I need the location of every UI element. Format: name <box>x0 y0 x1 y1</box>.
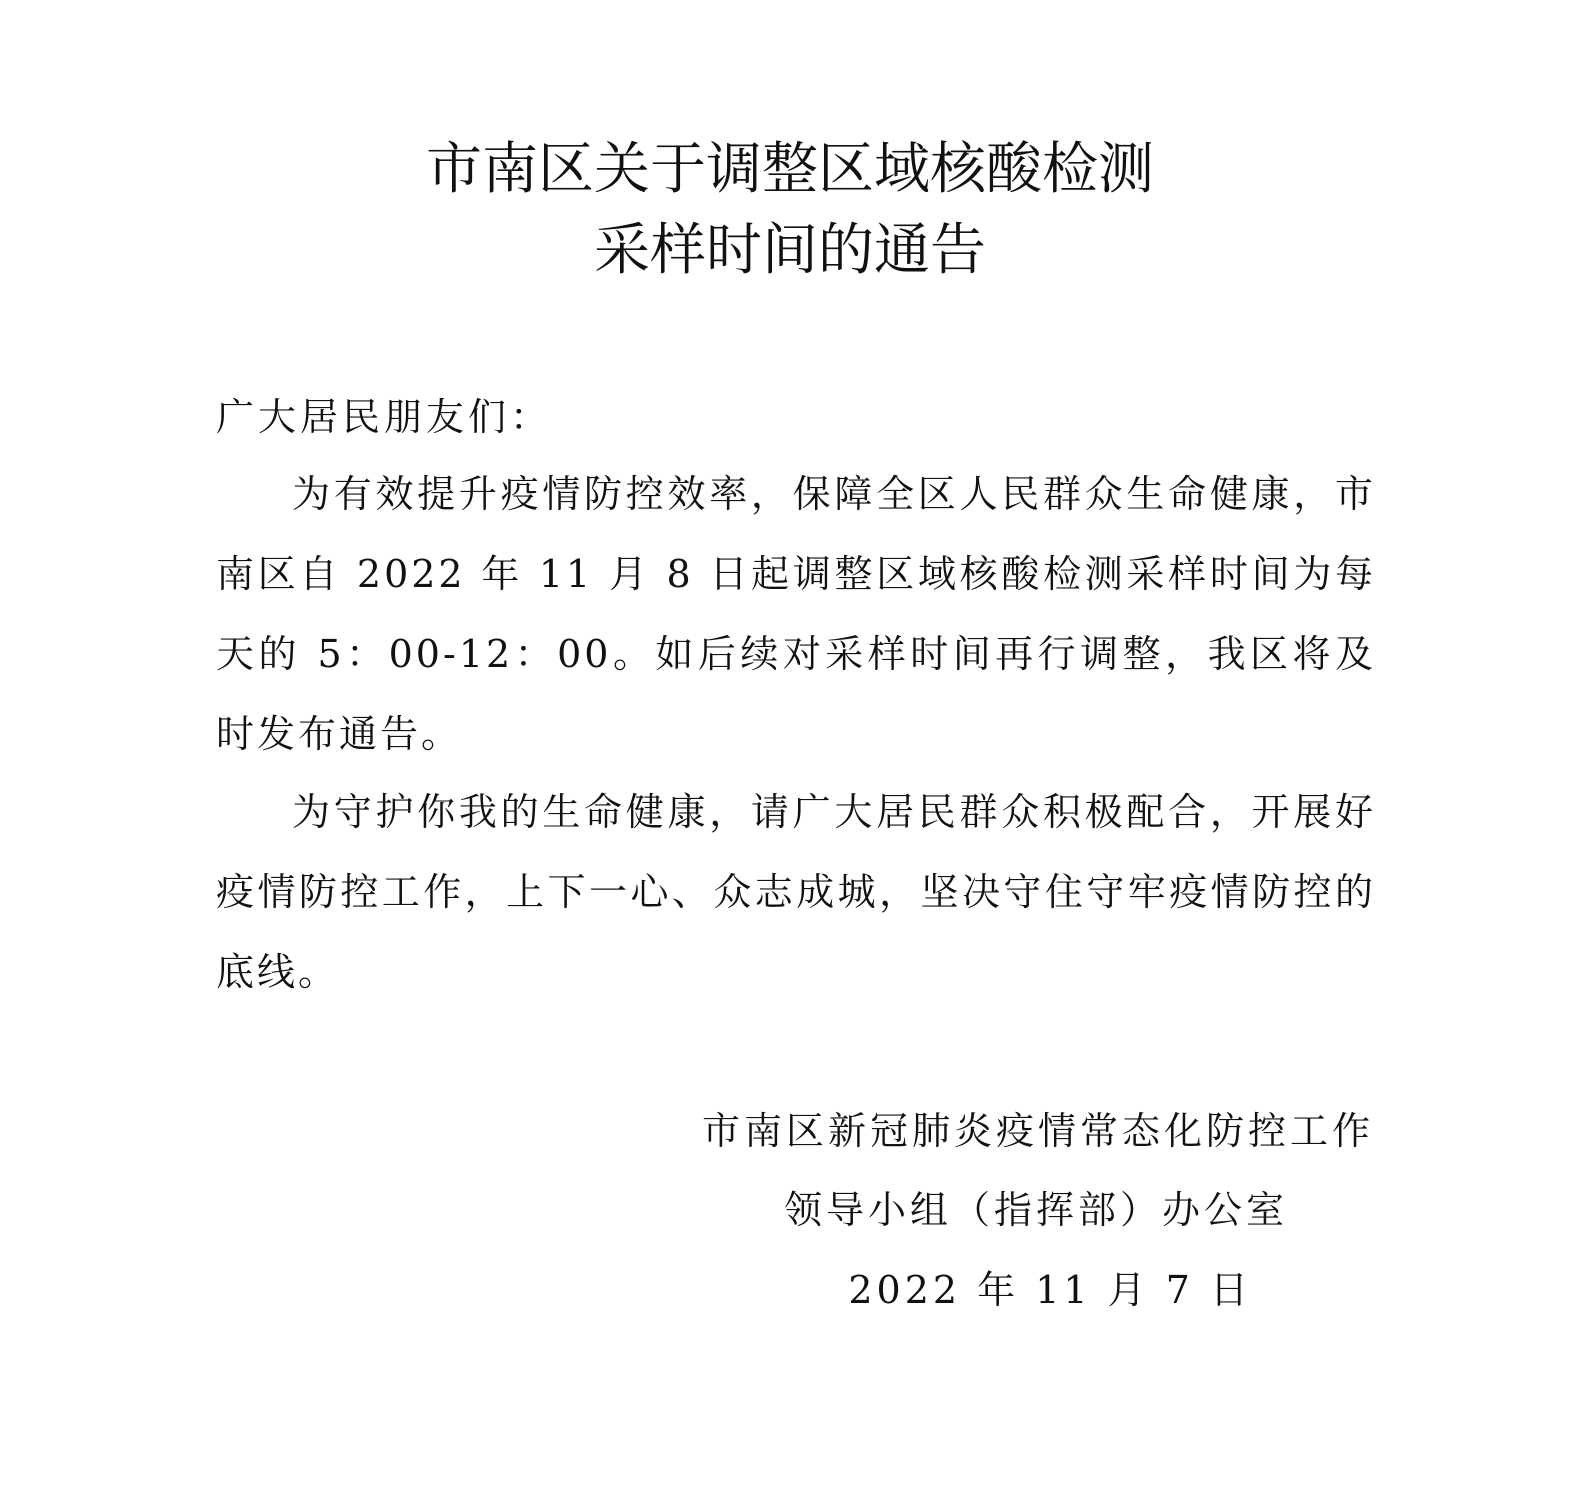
issuer-line-2: 领导小组（指挥部）办公室 <box>783 1188 1288 1232</box>
notice-title-line1: 市南区关于调整区域核酸检测 <box>426 137 1154 202</box>
notice-title-line2: 采样时间的通告 <box>594 218 986 283</box>
issuer-line-1: 市南区新冠肺炎疫情常态化防控工作 <box>701 1109 1374 1153</box>
salutation: 广大居民朋友们： <box>216 395 553 439</box>
body-paragraph-1: 为有效提升疫情防控效率，保障全区人民群众生命健康，市南区自 2022 年 11 月 8 日起调整区域核酸检测采样时间为每天的 5：00-12：00。如后续对采样时间再行调整，我区将及时发布通告。 <box>216 472 1376 756</box>
issue-date: 2022 年 11 月 7 日 <box>848 1268 1252 1312</box>
body-paragraph-2: 为守护你我的生命健康，请广大居民群众积极配合，开展好疫情防控工作，上下一心、众志成城，坚决守住守牢疫情防控的底线。 <box>216 790 1376 994</box>
